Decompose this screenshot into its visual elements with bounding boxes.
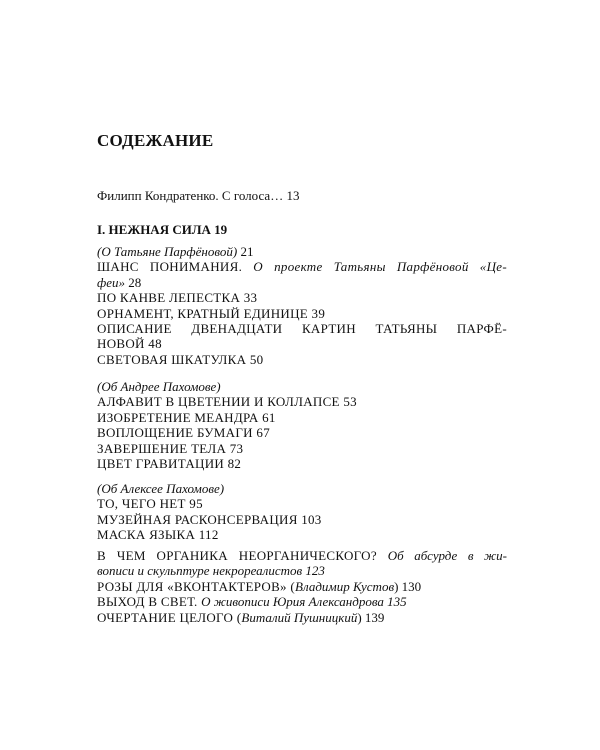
- toc-entry: АЛФАВИТ В ЦВЕТЕНИИ И КОЛЛАПСЕ 53: [97, 394, 357, 410]
- entry-author: Владимир Кустов: [295, 578, 395, 594]
- toc-group-parfenova: [97, 244, 507, 367]
- entry-subtitle: феи»: [97, 274, 125, 290]
- toc-entry: [97, 610, 507, 625]
- toc-entry: МАСКА ЯЗЫКА 112: [97, 527, 219, 543]
- toc-entry: МУЗЕЙНАЯ РАСКОНСЕРВАЦИЯ 103: [97, 511, 322, 527]
- toc-entry: ОПИСАНИЕ ДВЕНАДЦАТИ КАРТИН ТАТЬЯНЫ ПАРФЁ-: [97, 321, 507, 337]
- section-heading: I. НЕЖНАЯ СИЛА 19: [97, 222, 228, 237]
- page-number: ) 139: [357, 609, 385, 625]
- toc-entry: [97, 275, 507, 290]
- toc-group-aleksey-pakhomov: [97, 481, 507, 543]
- toc-entry-intro: Филипп Кондратенко. С голоса… 13: [97, 188, 300, 203]
- group-subheading: (Об Андрее Пахомове): [97, 379, 221, 394]
- toc-entry: ИЗОБРЕТЕНИЕ МЕАНДРА 61: [97, 409, 276, 425]
- toc-entry: НОВОЙ 48: [97, 336, 162, 352]
- toc-entry: ВОПЛОЩЕНИЕ БУМАГИ 67: [97, 425, 270, 441]
- page-number: ) 130: [394, 578, 422, 594]
- entry-title: В ЧЕМ ОРГАНИКА НЕОРГАНИЧЕСКОГО?: [97, 548, 388, 563]
- group-subheading: (Об Алексее Пахомове): [97, 481, 225, 496]
- toc-entry: [97, 259, 507, 274]
- toc-group-misc: [97, 548, 507, 625]
- toc-entry: ТО, ЧЕГО НЕТ 95: [97, 496, 203, 512]
- entry-subtitle: О проекте Татьяны Парфёновой «Це-: [253, 259, 507, 275]
- toc-entry: [97, 548, 507, 563]
- toc-entry: вописи и скульптуре некрореалистов 123: [97, 563, 325, 579]
- entry-subtitle: Об абсурде в жи-: [387, 548, 507, 563]
- page-number: 28: [125, 274, 142, 290]
- entry-title: ВЫХОД В СВЕТ.: [97, 594, 202, 610]
- entry-title: ШАНС ПОНИМАНИЯ.: [97, 259, 254, 275]
- toc-entry: ОРНАМЕНТ, КРАТНЫЙ ЕДИНИЦЕ 39: [97, 305, 326, 321]
- entry-subtitle: О живописи Юрия Александрова 135: [201, 594, 407, 610]
- entry-author: Виталий Пушницкий: [241, 609, 358, 625]
- toc-entry: ПО КАНВЕ ЛЕПЕСТКА 33: [97, 290, 258, 306]
- toc-entry: [97, 594, 507, 609]
- toc-entry: ЗАВЕРШЕНИЕ ТЕЛА 73: [97, 440, 244, 456]
- toc-entry: ЦВЕТ ГРАВИТАЦИИ 82: [97, 456, 242, 472]
- group-subheading: (О Татьяне Парфёновой): [97, 244, 238, 259]
- page-title: СОДЕЖАНИЕ: [97, 131, 214, 150]
- entry-title: РОЗЫ ДЛЯ «ВКОНТАКТЕРОВ» (: [97, 578, 296, 594]
- toc-entry: СВЕТОВАЯ ШКАТУЛКА 50: [97, 351, 264, 367]
- toc-entry: [97, 244, 507, 259]
- page-number: 21: [237, 244, 254, 259]
- toc-group-andrey-pakhomov: [97, 379, 507, 471]
- entry-title: ОЧЕРТАНИЕ ЦЕЛОГО (: [97, 609, 242, 625]
- toc-entry: [97, 579, 507, 594]
